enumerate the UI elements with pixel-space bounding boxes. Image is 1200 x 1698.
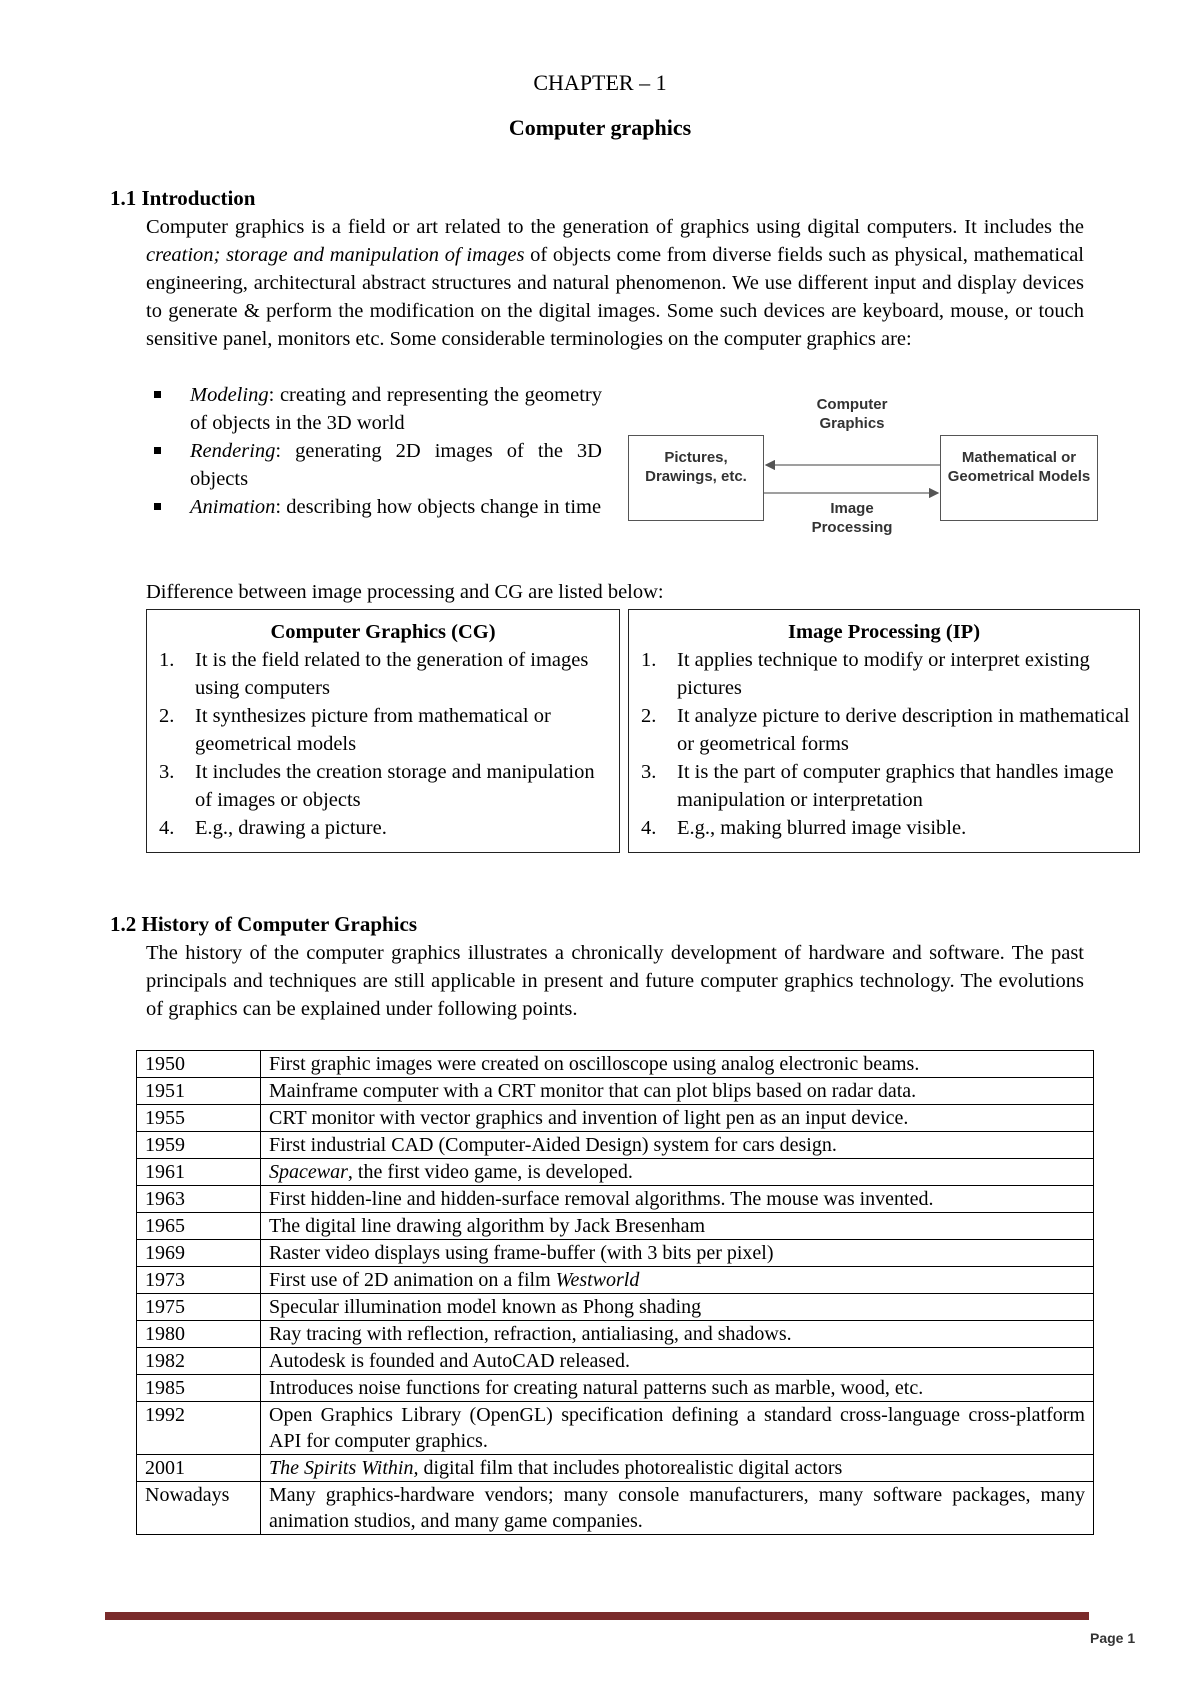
ip-column: [628, 609, 1140, 853]
ip-heading: Image Processing (IP): [787, 621, 981, 643]
year-cell: 1985: [137, 1375, 261, 1402]
chapter-label: CHAPTER – 1: [533, 70, 667, 95]
event-cell: First graphic images were created on oscilloscope using analog electronic beams.: [261, 1051, 1094, 1078]
year-cell: 1975: [137, 1294, 261, 1321]
diagram-left-box: Pictures, Drawings, etc.: [628, 435, 764, 521]
table-row: [137, 1159, 1094, 1186]
year-cell: 1992: [137, 1402, 261, 1455]
event-cell: Introduces noise functions for creating natural patterns such as marble, wood, etc.: [261, 1375, 1094, 1402]
event-cell: Autodesk is founded and AutoCAD released.: [261, 1348, 1094, 1375]
section-heading-history: 1.2 History of Computer Graphics: [110, 912, 418, 936]
section-heading-introduction: 1.1 Introduction: [110, 186, 256, 210]
table-row: [137, 1348, 1094, 1375]
list-item: 2. It analyze picture to derive description in mathematical or geometrical forms: [641, 705, 1130, 755]
year-cell: 1959: [137, 1132, 261, 1159]
term-name: Animation: [190, 496, 276, 518]
bullet-icon: [154, 503, 161, 510]
bullet-icon: [154, 447, 161, 454]
year-cell: 1973: [137, 1267, 261, 1294]
ip-item: It is the part of computer graphics that handles image manipulation or interpretation: [677, 761, 1114, 811]
year-cell: 1951: [137, 1078, 261, 1105]
event-cell: First industrial CAD (Computer-Aided Design) system for cars design.: [261, 1132, 1094, 1159]
list-item: [146, 493, 602, 521]
year-cell: 1980: [137, 1321, 261, 1348]
table-row: [137, 1482, 1094, 1535]
difference-intro: Difference between image processing and CG are listed below:: [146, 581, 664, 603]
year-cell: 1969: [137, 1240, 261, 1267]
diagram-arrows: [622, 385, 1104, 545]
intro-text-italic: creation; storage and manipulation of images: [146, 244, 525, 266]
intro-paragraph: [146, 213, 1084, 353]
list-item: 3. It includes the creation storage and manipulation of images or objects: [159, 761, 595, 811]
history-paragraph: The history of the computer graphics illustrates a chronically development of hardware and software. The past principals and techniques are still applicable in present and future computer graphics technology. The evolutions of graphics can be explained under following points.: [146, 942, 1084, 1020]
year-cell: 1965: [137, 1213, 261, 1240]
event-cell: First hidden-line and hidden-surface removal algorithms. The mouse was invented.: [261, 1186, 1094, 1213]
year-cell: 1950: [137, 1051, 261, 1078]
event-cell: [261, 1159, 1094, 1186]
list-item: 4. E.g., making blurred image visible.: [641, 817, 967, 839]
cg-item: It includes the creation storage and manipulation of images or objects: [195, 761, 595, 811]
list-item: 4. E.g., drawing a picture.: [159, 817, 387, 839]
ip-item: It applies technique to modify or interpret existing pictures: [677, 649, 1090, 699]
cg-item: It synthesizes picture from mathematical or geometrical models: [195, 705, 551, 755]
year-cell: 1955: [137, 1105, 261, 1132]
year-cell: 1961: [137, 1159, 261, 1186]
event-italic: Spacewar: [269, 1161, 348, 1183]
event-cell: Raster video displays using frame-buffer (with 3 bits per pixel): [261, 1240, 1094, 1267]
table-row: [137, 1402, 1094, 1455]
table-row: [137, 1375, 1094, 1402]
event-text: digital film that includes photorealistic digital actors: [418, 1457, 843, 1479]
term-desc: : describing how objects change in time: [275, 496, 602, 518]
event-cell: [261, 1267, 1094, 1294]
event-text: , the first video game, is developed.: [347, 1161, 633, 1183]
term-name: Rendering: [190, 440, 276, 462]
event-cell: [261, 1455, 1094, 1482]
table-row: [137, 1132, 1094, 1159]
table-row: [137, 1455, 1094, 1482]
table-row: [137, 1267, 1094, 1294]
terminology-list: [146, 381, 602, 521]
event-text: First use of 2D animation on a film: [269, 1269, 556, 1291]
cg-item: E.g., drawing a picture.: [195, 817, 387, 839]
event-cell: Mainframe computer with a CRT monitor that can plot blips based on radar data.: [261, 1078, 1094, 1105]
year-cell: Nowadays: [137, 1482, 261, 1535]
table-row: [137, 1321, 1094, 1348]
cg-heading: Computer Graphics (CG): [270, 621, 496, 643]
bullet-icon: [154, 391, 161, 398]
cg-item: It is the field related to the generation of images using computers: [195, 649, 589, 699]
table-row: [137, 1294, 1094, 1321]
list-item: 3. It is the part of computer graphics that handles image manipulation or interpretation: [641, 761, 1114, 811]
event-cell: Specular illumination model known as Phong shading: [261, 1294, 1094, 1321]
list-item: [146, 381, 602, 437]
comparison-table: [146, 609, 1140, 853]
event-italic: The Spirits Within,: [269, 1457, 419, 1479]
intro-text-a: Computer graphics is a field or art related to the generation of graphics using digital computers. It includes the: [146, 216, 1084, 238]
term-desc: : creating and representing the geometry of objects in the 3D world: [190, 384, 602, 434]
history-table: [136, 1050, 1094, 1535]
event-cell: Ray tracing with reflection, refraction, antialiasing, and shadows.: [261, 1321, 1094, 1348]
event-cell: Many graphics-hardware vendors; many console manufacturers, many software packages, many animation studios, and many game companies.: [261, 1482, 1094, 1535]
table-row: [137, 1186, 1094, 1213]
year-cell: 1982: [137, 1348, 261, 1375]
table-row: [137, 1105, 1094, 1132]
table-row: [137, 1213, 1094, 1240]
page-number: Page 1: [1090, 1630, 1136, 1646]
ip-item: E.g., making blurred image visible.: [677, 817, 967, 839]
diagram-right-box: Mathematical or Geometrical Models: [940, 435, 1098, 521]
ip-item: It analyze picture to derive description in mathematical or geometrical forms: [677, 705, 1130, 755]
footer-divider: [105, 1612, 1089, 1620]
cg-ip-diagram: [622, 385, 1104, 545]
year-cell: 2001: [137, 1455, 261, 1482]
list-item: [146, 437, 602, 493]
year-cell: 1963: [137, 1186, 261, 1213]
event-italic: Westworld: [555, 1269, 640, 1291]
cg-column: [146, 609, 620, 853]
page-title: Computer graphics: [508, 115, 692, 140]
table-row: [137, 1240, 1094, 1267]
list-item: 1. It applies technique to modify or interpret existing pictures: [641, 649, 1090, 699]
diagram-top-label: Computer Graphics: [816, 396, 888, 432]
table-row: [137, 1078, 1094, 1105]
diagram-bottom-label: Image Processing: [811, 500, 893, 536]
event-cell: The digital line drawing algorithm by Jack Bresenham: [261, 1213, 1094, 1240]
intro-text-b: of objects come from diverse fields such as physical, mathematical engineering, architectural abstract structures and natural phenomenon. We use different input and display devices to generate & perform the modification on the digital images. Some such devices are keyboard, mouse, or touch sensitive panel, monitors etc. Some considerable terminologies on the computer graphics are:: [146, 244, 1084, 350]
term-name: Modeling: [190, 384, 269, 406]
term-desc: : generating 2D images of the 3D objects: [190, 440, 602, 490]
table-row: [137, 1051, 1094, 1078]
list-item: 1. It is the field related to the generation of images using computers: [159, 649, 589, 699]
event-cell: CRT monitor with vector graphics and invention of light pen as an input device.: [261, 1105, 1094, 1132]
list-item: 2. It synthesizes picture from mathematical or geometrical models: [159, 705, 551, 755]
event-cell: Open Graphics Library (OpenGL) specification defining a standard cross-language cross-platform API for computer graphics.: [261, 1402, 1094, 1455]
